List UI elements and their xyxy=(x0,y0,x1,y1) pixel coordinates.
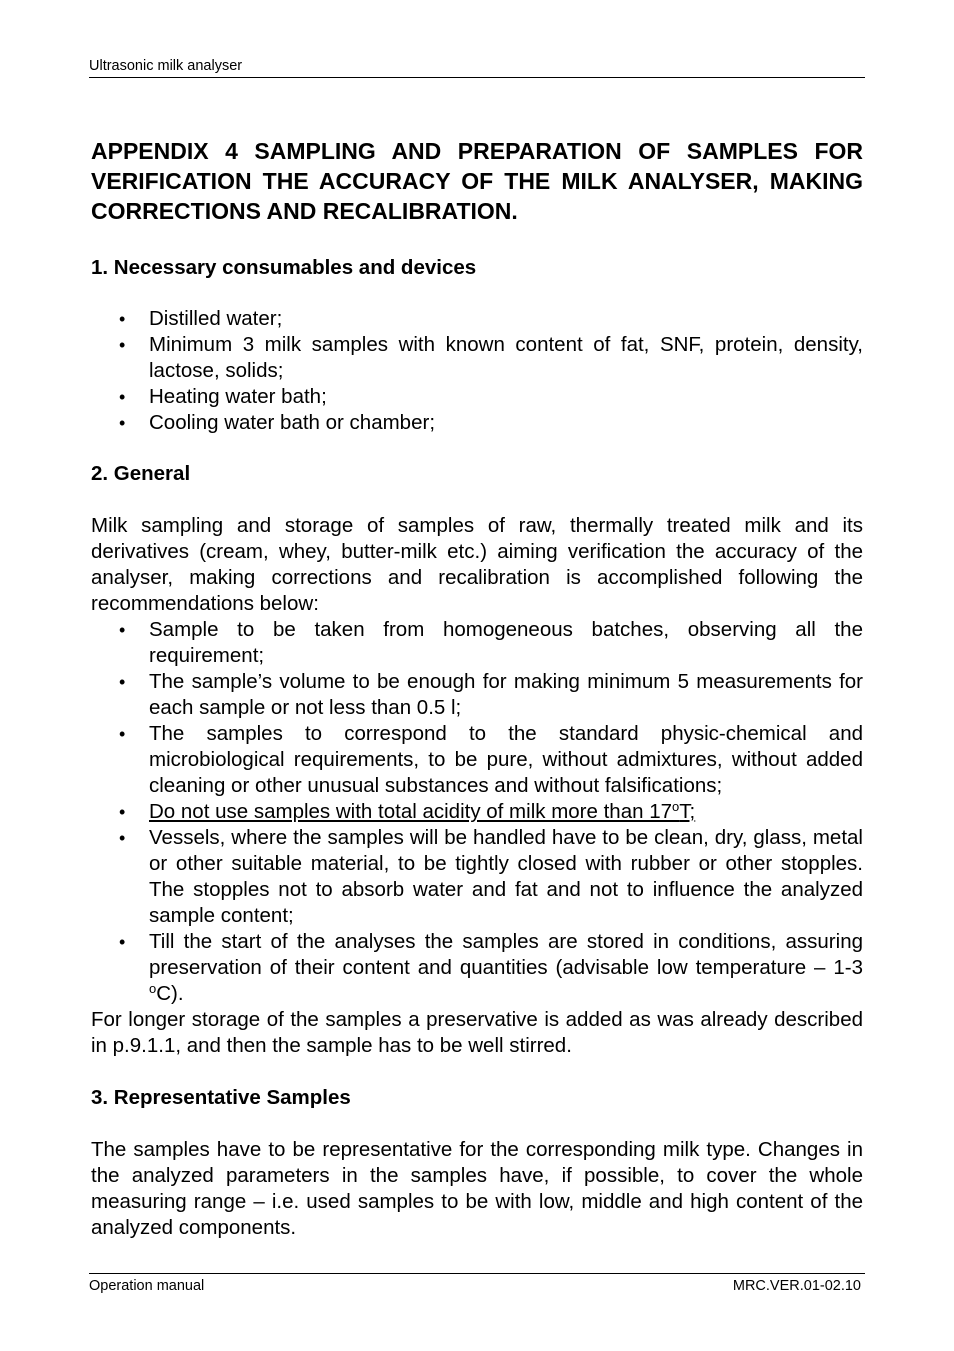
list-item: • The samples to correspond to the standard physic-chemical and microbiological requirements, to be pure, without admixtures, without added cleaning or other unusual substances and without falsifications; xyxy=(119,722,863,797)
bullet-icon: • xyxy=(119,828,126,848)
header-title: Ultrasonic milk analyser xyxy=(89,58,243,74)
list-item: • Vessels, where the samples will be handled have to be clean, dry, glass, metal or other suitable material, to be tightly closed with rubber or other stopples. The stopples not to absorb water and fat and not to influence the analyzed sample content; xyxy=(119,826,863,927)
list-item-storage: • Till the start of the analyses the samples are stored in conditions, assuring preservation of their content and quantities (advisable low temperature – 1-3 $^o$C). xyxy=(119,930,863,1005)
list-item: • Distilled water; xyxy=(119,307,283,330)
bullet-icon: • xyxy=(119,802,126,822)
footer-right: MRC.VER.01-02.10 xyxy=(732,1278,861,1294)
section-2-heading: 2. General xyxy=(91,462,191,485)
bullet-icon: • xyxy=(119,387,126,407)
list-item: • Cooling water bath or chamber; xyxy=(119,411,436,434)
footer-left: Operation manual xyxy=(89,1278,205,1294)
list-item: • Heating water bath; xyxy=(119,385,327,408)
consumables-list xyxy=(91,306,863,436)
bullet-icon: • xyxy=(119,932,126,952)
page-content xyxy=(91,136,863,1241)
bullet-icon: • xyxy=(119,620,126,640)
bullet-icon: • xyxy=(119,724,126,744)
section-1-heading: 1. Necessary consumables and devices xyxy=(91,256,477,279)
list-item: • Sample to be taken from homogeneous batches, observing all the requirement; xyxy=(119,618,863,667)
appendix-title: APPENDIX 4 SAMPLING AND PREPARATION OF SAMPLES FOR VERIFICATION THE ACCURACY OF THE MILK ANALYSER, MAKING CORRECTIONS AND RECALIBRATION. xyxy=(91,138,863,224)
section-3-text: The samples have to be representative for the corresponding milk type. Changes in the analyzed parameters in the samples have, if possible, to cover the whole measuring range – i.e. used samples to be with low, middle and high content of the analyzed components. xyxy=(91,1138,863,1239)
section-2-intro: Milk sampling and storage of samples of raw, thermally treated milk and its derivatives (cream, whey, butter-milk etc.) aiming verification the accuracy of the analyser, making corrections and recalibration is accomplished following the recommendations below: xyxy=(91,514,863,615)
page-header xyxy=(89,56,865,78)
page-footer xyxy=(89,1273,865,1296)
section-3-heading: 3. Representative Samples xyxy=(91,1086,351,1109)
recommendations-list xyxy=(91,617,863,1007)
list-item: • The sample’s volume to be enough for making minimum 5 measurements for each sample or not less than 0.5 l; xyxy=(119,670,863,719)
bullet-icon: • xyxy=(119,672,126,692)
bullet-icon: • xyxy=(119,309,126,329)
list-item-acidity: • Do not use samples with total acidity of milk more than 17$^o$T; xyxy=(119,799,696,823)
list-item: • Minimum 3 milk samples with known content of fat, SNF, protein, density, lactose, solids; xyxy=(119,333,863,382)
bullet-icon: • xyxy=(119,335,126,355)
bullet-icon: • xyxy=(119,413,126,433)
section-2-outro: For longer storage of the samples a preservative is added as was already described in p.9.1.1, and then the sample has to be well stirred. xyxy=(91,1008,863,1057)
